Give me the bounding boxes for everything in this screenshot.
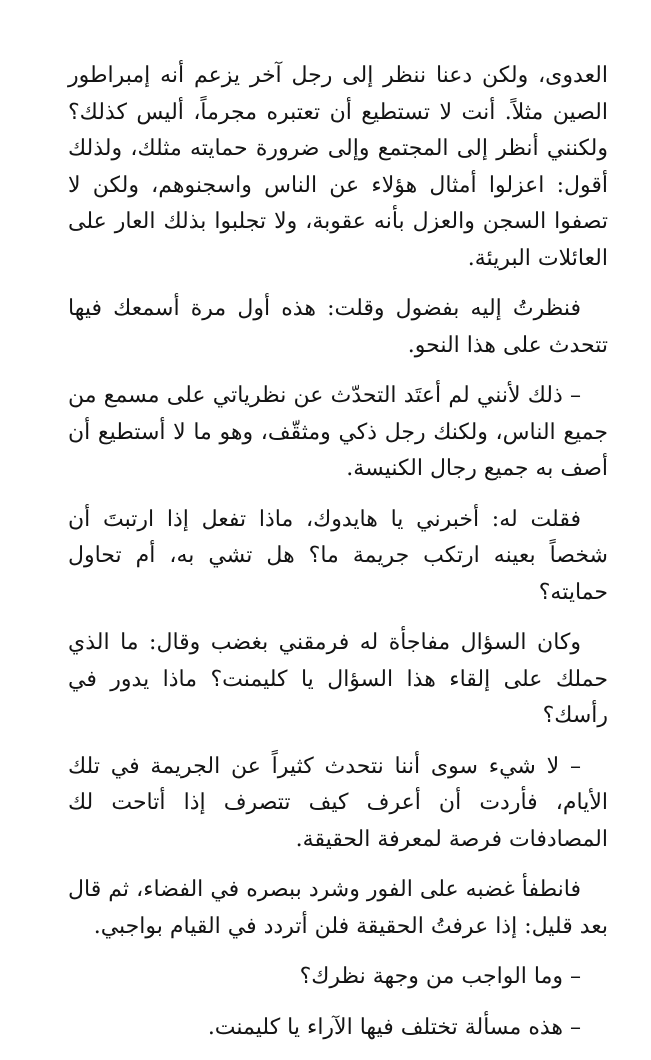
paragraph-9: – هذه مسألة تختلف فيها الآراء يا كليمنت.	[207, 1014, 581, 1040]
paragraph-2: فنظرتُ إليه بفضول وقلت: هذه أول مرة أسمعك فيها تتحدث على هذا النحو.	[68, 296, 608, 358]
paragraph-1: العدوى، ولكن دعنا ننظر إلى رجل آخر يزعم أنه إمبراطور الصين مثلاً. أنت لا تستطيع أن تعتبره مجرماً، أليس كذلك؟ ولكنني أنظر إلى المجتمع وإلى ضرورة حمايته مثلك، ولذلك أقول: اعزلوا أمثال هؤلاء عن الناس واسجنوهم، ولكن لا تصفوا السجن والعزل بأنه عقوبة، ولا تجلبوا بذلك العار على العائلات البريئة.	[68, 63, 609, 271]
paragraph-7: فانطفأ غضبه على الفور وشرد ببصره في الفضاء، ثم قال بعد قليل: إذا عرفتُ الحقيقة فلن أتردد في القيام بواجبي.	[68, 877, 608, 939]
paragraph-6: – لا شيء سوى أننا نتحدث كثيراً عن الجريمة في تلك الأيام، فأردت أن أعرف كيف تتصرف إذا أتاحت لك المصادفات فرصة لمعرفة الحقيقة.	[68, 753, 608, 852]
paragraph-8: – وما الواجب من وجهة نظرك؟	[299, 964, 581, 989]
book-page	[68, 58, 608, 1060]
paragraph-3: – ذلك لأنني لم أعتَد التحدّث عن نظرياتي على مسمع من جميع الناس، ولكنك رجل ذكي ومثقّف، وهو ما لا أستطيع أن أصف به جميع رجال الكنيسة.	[68, 383, 608, 481]
paragraph-4: فقلت له: أخبرني يا هايدوك، ماذا تفعل إذا ارتبتَ أن شخصاً بعينه ارتكب جريمة ما؟ هل تشي به، أم تحاول حمايته؟	[68, 506, 608, 605]
paragraph-5: وكان السؤال مفاجأة له فرمقني بغضب وقال: ما الذي حملك على إلقاء هذا السؤال يا كليمنت؟ ماذا يدور في رأسك؟	[68, 630, 608, 728]
